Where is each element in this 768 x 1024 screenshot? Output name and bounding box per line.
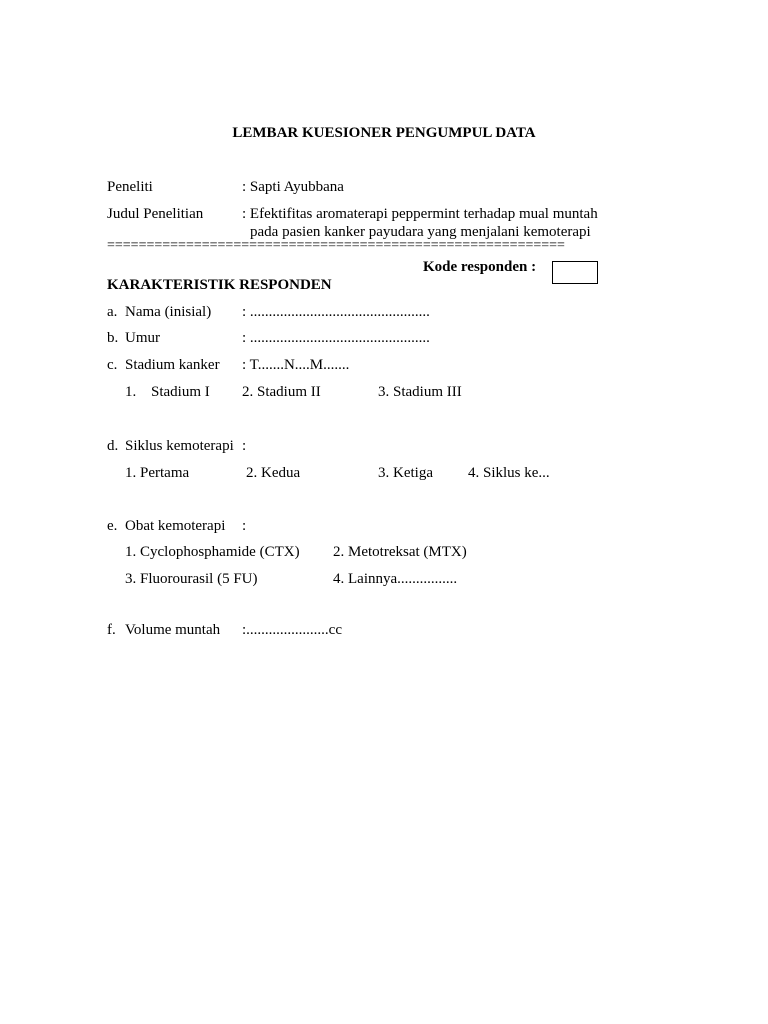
study-title-line2: pada pasien kanker payudara yang menjalani kemoterapi [250, 224, 591, 240]
item-d-option2[interactable]: 2. Kedua [246, 465, 301, 481]
item-b-label: Umur [125, 330, 160, 346]
item-e-option3[interactable]: 3. Fluorourasil (5 FU) [125, 571, 258, 587]
item-b-letter: b. [107, 330, 119, 346]
study-title-label: Judul Penelitian [107, 206, 204, 222]
researcher-value: : Sapti Ayubbana [242, 179, 344, 195]
item-c-option3[interactable]: 3. Stadium III [378, 384, 462, 400]
page-title: LEMBAR KUESIONER PENGUMPUL DATA [232, 125, 536, 141]
item-d-option3[interactable]: 3. Ketiga [378, 465, 433, 481]
item-c-label: Stadium kanker [125, 357, 220, 373]
item-d-option1[interactable]: 1. Pertama [125, 465, 190, 481]
item-c-field[interactable]: : T.......N....M....... [242, 357, 350, 373]
item-e-option4[interactable]: 4. Lainnya................ [333, 571, 458, 587]
item-f-letter: f. [107, 622, 116, 638]
item-d-colon: : [242, 438, 247, 454]
item-c-option1[interactable]: Stadium I [151, 384, 210, 400]
item-e-option1[interactable]: 1. Cyclophosphamide (CTX) [125, 544, 300, 560]
researcher-label: Peneliti [107, 179, 153, 195]
item-e-option2[interactable]: 2. Metotreksat (MTX) [333, 544, 467, 560]
item-f-label: Volume muntah [125, 622, 221, 638]
item-a-letter: a. [107, 304, 118, 320]
item-d-letter: d. [107, 438, 119, 454]
item-c-option2[interactable]: 2. Stadium II [242, 384, 321, 400]
item-a-field[interactable]: : ................................................ [242, 304, 430, 320]
item-c-letter: c. [107, 357, 118, 373]
item-e-label: Obat kemoterapi [125, 518, 226, 534]
item-c-option1-number: 1. [125, 384, 137, 400]
item-b-field[interactable]: : ................................................ [242, 330, 430, 346]
item-e-colon: : [242, 518, 247, 534]
respondent-code-box[interactable] [552, 261, 598, 284]
item-e-letter: e. [107, 518, 118, 534]
item-d-option4[interactable]: 4. Siklus ke... [468, 465, 550, 481]
separator-line: ========================================================== [107, 238, 565, 253]
study-title-line1: : Efektifitas aromaterapi peppermint terhadap mual muntah [242, 206, 598, 222]
item-f-field[interactable]: :......................cc [242, 622, 342, 638]
item-d-label: Siklus kemoterapi [125, 438, 234, 454]
item-a-label: Nama (inisial) [125, 304, 212, 320]
respondent-code-label: Kode responden : [423, 259, 537, 275]
section-title: KARAKTERISTIK RESPONDEN [107, 277, 332, 293]
